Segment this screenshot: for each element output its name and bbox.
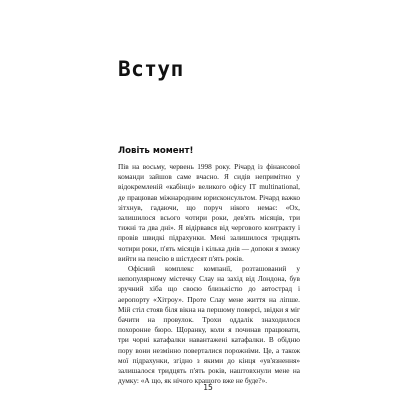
page-number: 15 xyxy=(203,383,213,392)
paragraph: Офісний комплекс компанії, розташований у непопулярному містечку Слау на захід від Лондона, був зручний хіба що своєю близькістю до автострад і аеропорту «Хітроу». Проте Слау мене життя на ліпше. Мій стіл стояв біля вікна на першому поверсі, звідки я міг бачити на провулок. Трохи оддалік знаходилося похоронне бюро. Щоранку, коли я починав працювати, три чорні катафалки навантажені катафалки. В обідню пору вони незмінно поверталися порожніми. Це, а також мої підрахунки, згідно з якими до кінця «ув'язнення» залишалося тридцять п'ять років, наштовхнули мене на думку: «А що, як нічого кращого вже не буде?». xyxy=(118,264,300,386)
section-heading: Ловіть момент! xyxy=(118,146,194,156)
chapter-title: Вступ xyxy=(118,57,184,81)
paragraph: Пів на восьму, червень 1998 року. Річард із фінансової команди зайшов саме вчасно. Я сидів непримітно у відокремленій «кабінці» великого офісу IT multinational, де працював міжнародним юрисконсультом. Річард важко зітхнув, гадаючи, що поруч нікого немає: «Ох, залишилося всього чотири роки, дев'ять місяців, три тижні та два дні». Я відірвався від чергового контракту і провів швидкі підрахунки. Мені залишилося тридцять чотири роки, п'ять місяців і кілька днів — допоки я зможу вийти на пенсію в шістдесят п'ять років. xyxy=(118,162,300,263)
body-text xyxy=(118,162,300,386)
